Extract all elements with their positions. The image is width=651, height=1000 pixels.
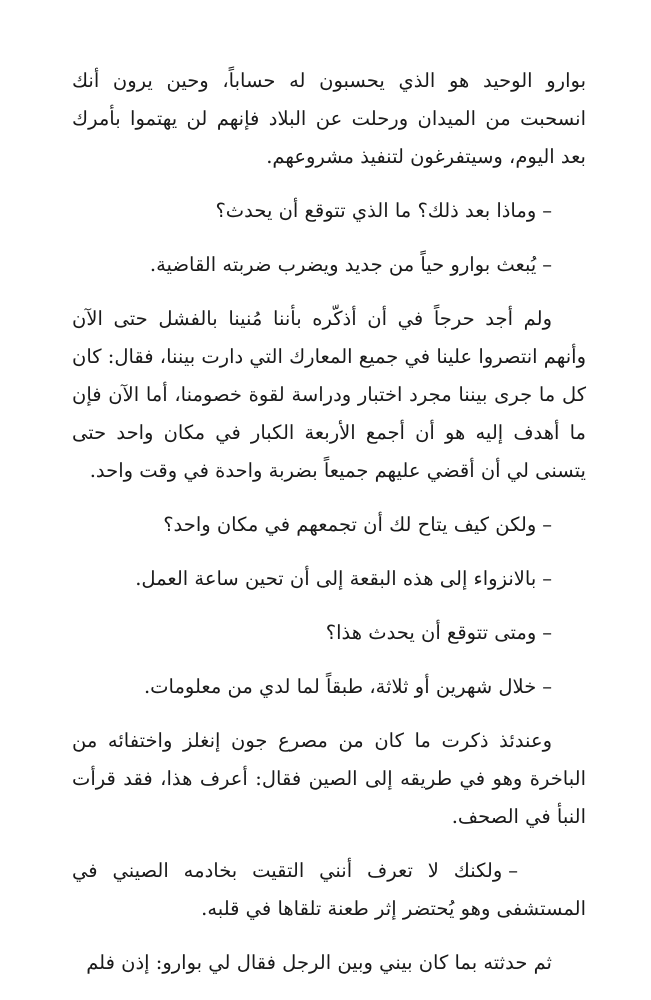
paragraph-4 xyxy=(72,944,586,982)
dialogue-line-2 xyxy=(72,246,586,284)
paragraph-2 xyxy=(72,300,586,490)
paragraph-1 xyxy=(72,62,586,176)
dialogue-line-4 xyxy=(72,560,586,598)
dialogue-line-7 xyxy=(72,852,586,928)
dialogue-dash: – xyxy=(542,199,552,222)
dialogue-dash: – xyxy=(542,513,552,536)
dialogue-text: وماذا بعد ذلك؟ ما الذي تتوقع أن يحدث؟ xyxy=(215,199,537,222)
dialogue-dash: – xyxy=(508,859,518,882)
dialogue-text: ولكنك لا تعرف أنني التقيت بخادمه الصيني في المستشفى وهو يُحتضر إثر طعنة تلقاها في قلبه. xyxy=(72,859,586,920)
dialogue-dash: – xyxy=(542,675,552,698)
book-page xyxy=(72,62,586,982)
paragraph-text: ثم حدثته بما كان بيني وبين الرجل فقال لي بوارو: إذن فلم xyxy=(86,951,552,974)
dialogue-line-1 xyxy=(72,192,586,230)
paragraph-text: ولم أجد حرجاً في أن أذكّره بأننا مُنينا بالفشل حتى الآن وأنهم انتصروا علينا في جميع المعارك التي دارت بيننا، فقال: كان كل ما جرى بيننا مجرد اختبار ودراسة لقوة خصومنا، أما الآن فإن ما أهدف إليه هو أن أجمع الأربعة الكبار في مكان واحد حتى يتسنى لي أن أقضي عليهم جميعاً بضربة واحدة في وقت واحد. xyxy=(72,307,586,482)
dialogue-text: خلال شهرين أو ثلاثة، طبقاً لما لدي من معلومات. xyxy=(143,675,537,698)
dialogue-line-5 xyxy=(72,614,586,652)
dialogue-text: ولكن كيف يتاح لك أن تجمعهم في مكان واحد؟ xyxy=(163,513,537,536)
dialogue-line-3 xyxy=(72,506,586,544)
dialogue-dash: – xyxy=(542,253,552,276)
paragraph-3 xyxy=(72,722,586,836)
dialogue-dash: – xyxy=(542,567,552,590)
dialogue-text: ومتى تتوقع أن يحدث هذا؟ xyxy=(325,621,537,644)
dialogue-text: بالانزواء إلى هذه البقعة إلى أن تحين ساعة العمل. xyxy=(135,567,537,590)
dialogue-dash: – xyxy=(542,621,552,644)
paragraph-text: وعندئذ ذكرت ما كان من مصرع جون إنغلز واختفائه من الباخرة وهو في طريقه إلى الصين فقال: أعرف هذا، فقد قرأت النبأ في الصحف. xyxy=(72,729,586,828)
paragraph-text: بوارو الوحيد هو الذي يحسبون له حساباً، وحين يرون أنك انسحبت من الميدان ورحلت عن البلاد فإنهم لن يهتموا بأمرك بعد اليوم، وسيتفرغون لتنفيذ مشروعهم. xyxy=(72,69,586,168)
dialogue-text: يُبعث بوارو حياً من جديد ويضرب ضربته القاضية. xyxy=(149,253,537,276)
dialogue-line-6 xyxy=(72,668,586,706)
